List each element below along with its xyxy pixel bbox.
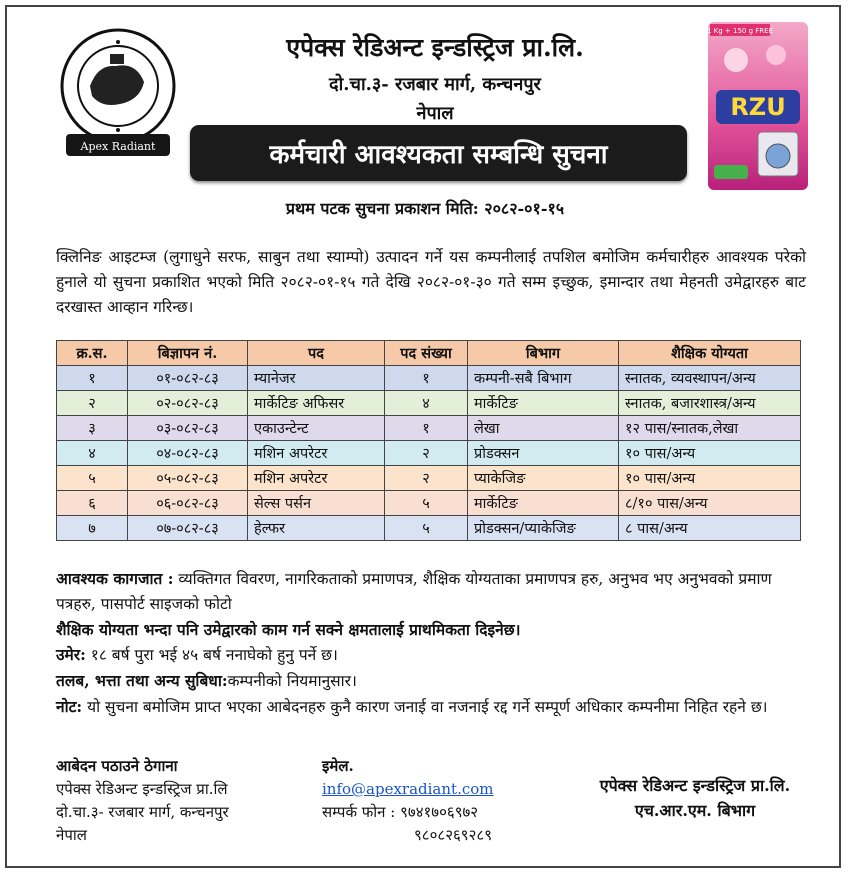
table-row xyxy=(57,441,801,466)
hr-company: एपेक्स रेडिअन्ट इन्डस्ट्रिज प्रा.लि. xyxy=(599,776,791,795)
col-count-header: पद संख्या xyxy=(385,341,468,366)
age-requirement xyxy=(56,642,806,668)
application-address xyxy=(56,755,229,847)
col-ad-number-header: बिज्ञापन नं. xyxy=(128,341,248,366)
company-logo xyxy=(58,26,178,161)
cell-ad-number: ०४-०८२-८३ xyxy=(128,441,248,466)
documents-label: आवश्यक कागजात : xyxy=(56,569,174,588)
notice-title: कर्मचारी आवश्यकता सम्बन्धि सुचना xyxy=(190,125,687,181)
cell-department: मार्केटिङ xyxy=(468,491,619,516)
cell-count: १ xyxy=(385,366,468,391)
cell-position: मार्केटिङ अफिसर xyxy=(248,391,385,416)
cell-qualification: स्नातक, व्यवस्थापन/अन्य xyxy=(619,366,801,391)
col-position-header: पद xyxy=(248,341,385,366)
cell-count: २ xyxy=(385,441,468,466)
contact-info xyxy=(322,755,494,847)
requirements-section xyxy=(56,566,806,720)
priority-statement: शैक्षिक योग्यता भन्दा पनि उमेद्वारको काम गर्न सक्ने क्षमतालाई प्राथमिकता दिइनेछ। xyxy=(56,620,521,639)
apply-country: नेपाल xyxy=(56,826,87,844)
cell-serial: ४ xyxy=(57,441,128,466)
apply-address: दो.चा.३- रजबार मार्ग, कन्चनपुर xyxy=(56,803,229,821)
salary-label: तलब, भत्ता तथा अन्य सुबिधा: xyxy=(56,671,228,690)
note-label: नोट: xyxy=(56,697,83,716)
cell-position: मशिन अपरेटर xyxy=(248,466,385,491)
company-country: नेपाल xyxy=(416,103,454,124)
cell-serial: ५ xyxy=(57,466,128,491)
cell-department: कम्पनी-सबै बिभाग xyxy=(468,366,619,391)
cell-department: मार्केटिङ xyxy=(468,391,619,416)
col-serial-header: क्र.स. xyxy=(57,341,128,366)
cell-ad-number: ०६-०८२-८३ xyxy=(128,491,248,516)
table-header-row xyxy=(57,341,801,366)
apply-title: आबेदन पठाउने ठेगाना xyxy=(56,757,178,775)
cell-qualification: १० पास/अन्य xyxy=(619,466,801,491)
publication-date: प्रथम पटक सुचना प्रकाशन मिति: २०८२-०१-१५ xyxy=(285,199,565,218)
table-row xyxy=(57,491,801,516)
cell-qualification: स्नातक, बजारशास्त्र/अन्य xyxy=(619,391,801,416)
company-name: एपेक्स रेडिअन्ट इन्डस्ट्रिज प्रा.लि. xyxy=(286,33,584,62)
note-text: यो सुचना बमोजिम प्राप्त भएका आबेदनहरु कुनै कारण जनाई वा नजनाई रद्द गर्ने सम्पूर्ण अधिकार कम्पनीमा निहित रहने छ। xyxy=(82,698,768,716)
col-qualification-header: शैक्षिक योग्यता xyxy=(619,341,801,366)
salary-benefits xyxy=(56,668,806,694)
cell-qualification: १२ पास/स्नातक,लेखा xyxy=(619,416,801,441)
cell-department: प्रोडक्सन/प्याकेजिङ xyxy=(468,516,619,541)
cell-count: १ xyxy=(385,416,468,441)
cell-ad-number: ०२-०८२-८३ xyxy=(128,391,248,416)
detergent-product-image xyxy=(706,20,810,192)
cell-serial: ७ xyxy=(57,516,128,541)
cell-ad-number: ०७-०८२-८३ xyxy=(128,516,248,541)
cell-count: ५ xyxy=(385,516,468,541)
salary-text: कम्पनीको नियमानुसार। xyxy=(227,672,357,690)
documents-required xyxy=(56,566,806,617)
intro-paragraph: क्लिनिङ आइटम्ज (लुगाधुने सरफ, साबुन तथा स्याम्पो) उत्पादन गर्ने यस कम्पनीलाई तपशिल बमोजिम कर्मचारीहरु आवश्यक परेको हुनाले यो सुचना प्रकाशित भएको मिति २०८२-०१-१५ गते देखि २०८२-०१-३० गते सम्म इच्छुक, इमान्दार तथा मेहनती उमेद्वारहरु बाट दरखास्त आव्हान गरिन्छ। xyxy=(56,248,806,316)
cell-count: ५ xyxy=(385,491,468,516)
cell-position: एकाउन्टेन्ट xyxy=(248,416,385,441)
email-link[interactable]: info@apexradiant.com xyxy=(322,780,494,798)
svg-text:RZU: RZU xyxy=(730,93,786,121)
phone-secondary: ९८०८२६९२८९ xyxy=(414,826,493,844)
cell-qualification: १० पास/अन्य xyxy=(619,441,801,466)
cell-count: ४ xyxy=(385,391,468,416)
age-label: उमेर: xyxy=(56,645,86,664)
hr-signature xyxy=(580,773,810,823)
table-row xyxy=(57,516,801,541)
cell-position: हेल्फर xyxy=(248,516,385,541)
age-text: १८ बर्ष पुरा भई ४५ बर्ष ननाघेको हुनु पर्ने छ। xyxy=(85,646,338,664)
company-address: दो.चा.३- रजबार मार्ग, कन्चनपुर xyxy=(329,74,541,95)
cell-serial: १ xyxy=(57,366,128,391)
cell-serial: २ xyxy=(57,391,128,416)
apply-company: एपेक्स रेडिअन्ट इन्डस्ट्रिज प्रा.लि xyxy=(56,780,228,798)
cell-position: सेल्स पर्सन xyxy=(248,491,385,516)
hr-department: एच.आर.एम. बिभाग xyxy=(634,801,756,820)
cell-position: मशिन अपरेटर xyxy=(248,441,385,466)
cell-count: २ xyxy=(385,466,468,491)
documents-text: व्यक्तिगत विवरण, नागरिकताको प्रमाणपत्र, शैक्षिक योग्यताका प्रमाणपत्र हरु, अनुभव भए अनुभवको प्रमाण पत्रहरु, पासपोर्ट साइजको फोटो xyxy=(56,570,772,613)
note xyxy=(56,694,806,720)
cell-ad-number: ०१-०८२-८३ xyxy=(128,366,248,391)
cell-department: प्रोडक्सन xyxy=(468,441,619,466)
table-row xyxy=(57,391,801,416)
cell-department: प्याकेजिङ xyxy=(468,466,619,491)
vacancy-table xyxy=(56,340,801,541)
svg-text:1 Kg + 150 g FREE: 1 Kg + 150 g FREE xyxy=(706,27,774,35)
cell-department: लेखा xyxy=(468,416,619,441)
cell-qualification: ८ पास/अन्य xyxy=(619,516,801,541)
table-row xyxy=(57,416,801,441)
cell-position: म्यानेजर xyxy=(248,366,385,391)
table-row xyxy=(57,466,801,491)
cell-ad-number: ०३-०८२-८३ xyxy=(128,416,248,441)
svg-text:Apex Radiant: Apex Radiant xyxy=(80,140,156,153)
email-label: इमेल. xyxy=(322,757,354,775)
cell-serial: ६ xyxy=(57,491,128,516)
cell-qualification: ८/१० पास/अन्य xyxy=(619,491,801,516)
table-row xyxy=(57,366,801,391)
cell-serial: ३ xyxy=(57,416,128,441)
phone-primary: सम्पर्क फोन : ९७४१७०६९७२ xyxy=(322,803,479,821)
cell-ad-number: ०५-०८२-८३ xyxy=(128,466,248,491)
col-department-header: बिभाग xyxy=(468,341,619,366)
